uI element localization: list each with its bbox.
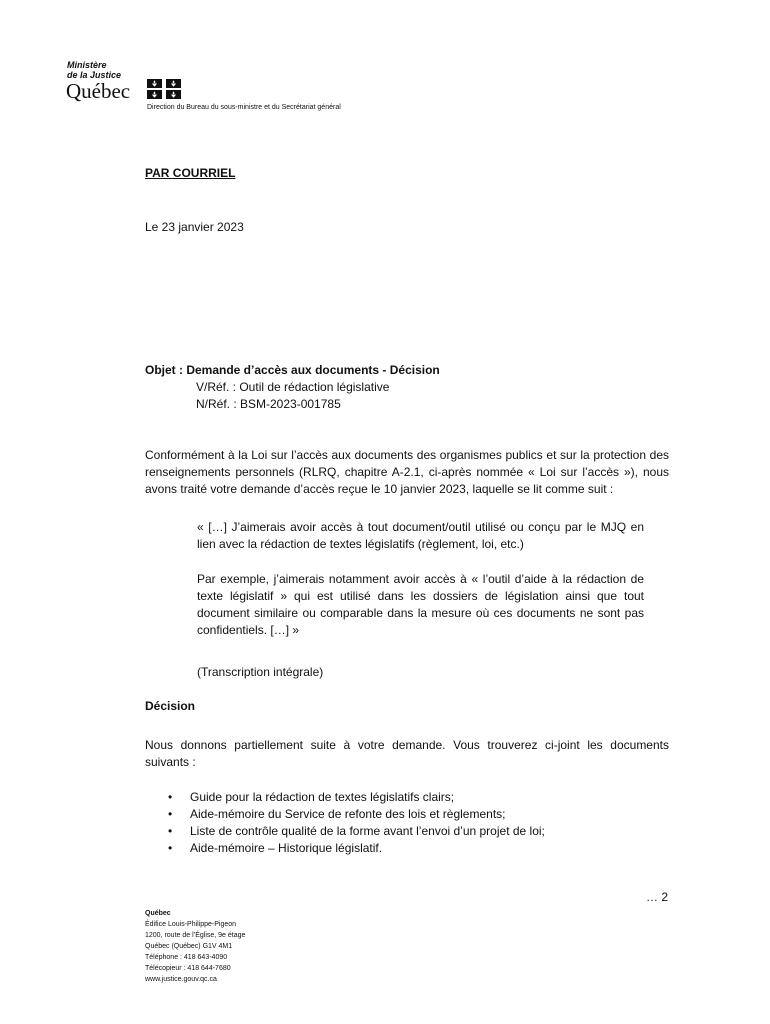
footer-website: www.justice.gouv.qc.ca bbox=[145, 976, 217, 983]
our-reference: N/Réf. : BSM-2023-001785 bbox=[196, 397, 341, 411]
subject-block bbox=[145, 362, 440, 413]
list-item: • Aide-mémoire – Historique législatif. bbox=[160, 840, 545, 857]
footer-quebec: Québec bbox=[145, 910, 171, 917]
ministere-line1: Ministère bbox=[67, 60, 107, 70]
ministere-line2: de la Justice bbox=[67, 70, 122, 80]
letter-date: Le 23 janvier 2023 bbox=[145, 220, 244, 234]
decision-paragraph: Nous donnons partiellement suite à votre demande. Vous trouverez ci-joint les documents suivants : bbox=[145, 738, 669, 769]
list-item: • Guide pour la rédaction de textes législatifs clairs; bbox=[160, 789, 545, 806]
direction-label: Direction du Bureau du sous-ministre et du Secrétariat général bbox=[147, 104, 341, 111]
documents-list bbox=[160, 789, 545, 857]
quebec-flag-icon bbox=[147, 79, 181, 99]
footer-street: 1200, route de l’Église, 9e étage bbox=[145, 932, 246, 939]
decision-heading: Décision bbox=[145, 699, 196, 713]
footer-address bbox=[145, 908, 245, 985]
quote-paragraph-1: « […] J’aimerais avoir accès à tout document/outil utilisé ou conçu par le MJQ en lien avec la rédaction de textes législatifs (règlement, loi, etc.) bbox=[197, 520, 644, 551]
footer-city: Québec (Québec) G1V 4M1 bbox=[145, 943, 233, 950]
list-item: • Liste de contrôle qualité de la forme avant l’envoi d’un projet de loi; bbox=[160, 823, 545, 840]
quebec-logo-word: Québec bbox=[66, 79, 131, 103]
footer-building: Édifice Louis-Philippe-Pigeon bbox=[145, 921, 237, 928]
your-reference: V/Réf. : Outil de rédaction législative bbox=[196, 380, 390, 394]
delivery-method: PAR COURRIEL bbox=[145, 166, 236, 180]
ministere-label bbox=[67, 60, 121, 80]
footer-fax: Télécopieur : 418 644-7680 bbox=[145, 965, 231, 972]
subject-title: Objet : Demande d’accès aux documents - Décision bbox=[145, 363, 440, 377]
list-item: • Aide-mémoire du Service de refonte des lois et règlements; bbox=[160, 806, 545, 823]
footer-phone: Téléphone : 418 643-4090 bbox=[145, 954, 228, 961]
transcription-note: (Transcription intégrale) bbox=[197, 665, 324, 679]
intro-paragraph: Conformément à la Loi sur l’accès aux documents des organismes publics et sur la protection des renseignements personnels (RLRQ, chapitre A-2.1, ci-après nommée « Loi sur l’accès »), nous avons traité votre demande d’accès reçue le 10 janvier 2023, laquelle se lit comme suit : bbox=[145, 448, 669, 496]
quote-paragraph-2: Par exemple, j’aimerais notamment avoir accès à « l’outil d’aide à la rédaction de texte législatif » qui est utilisé dans les dossiers de législation ainsi que tout document similaire ou comparable dans la mesure où ces documents ne sont pas confidentiels. […] » bbox=[197, 572, 644, 637]
page-continuation: … 2 bbox=[646, 890, 669, 904]
